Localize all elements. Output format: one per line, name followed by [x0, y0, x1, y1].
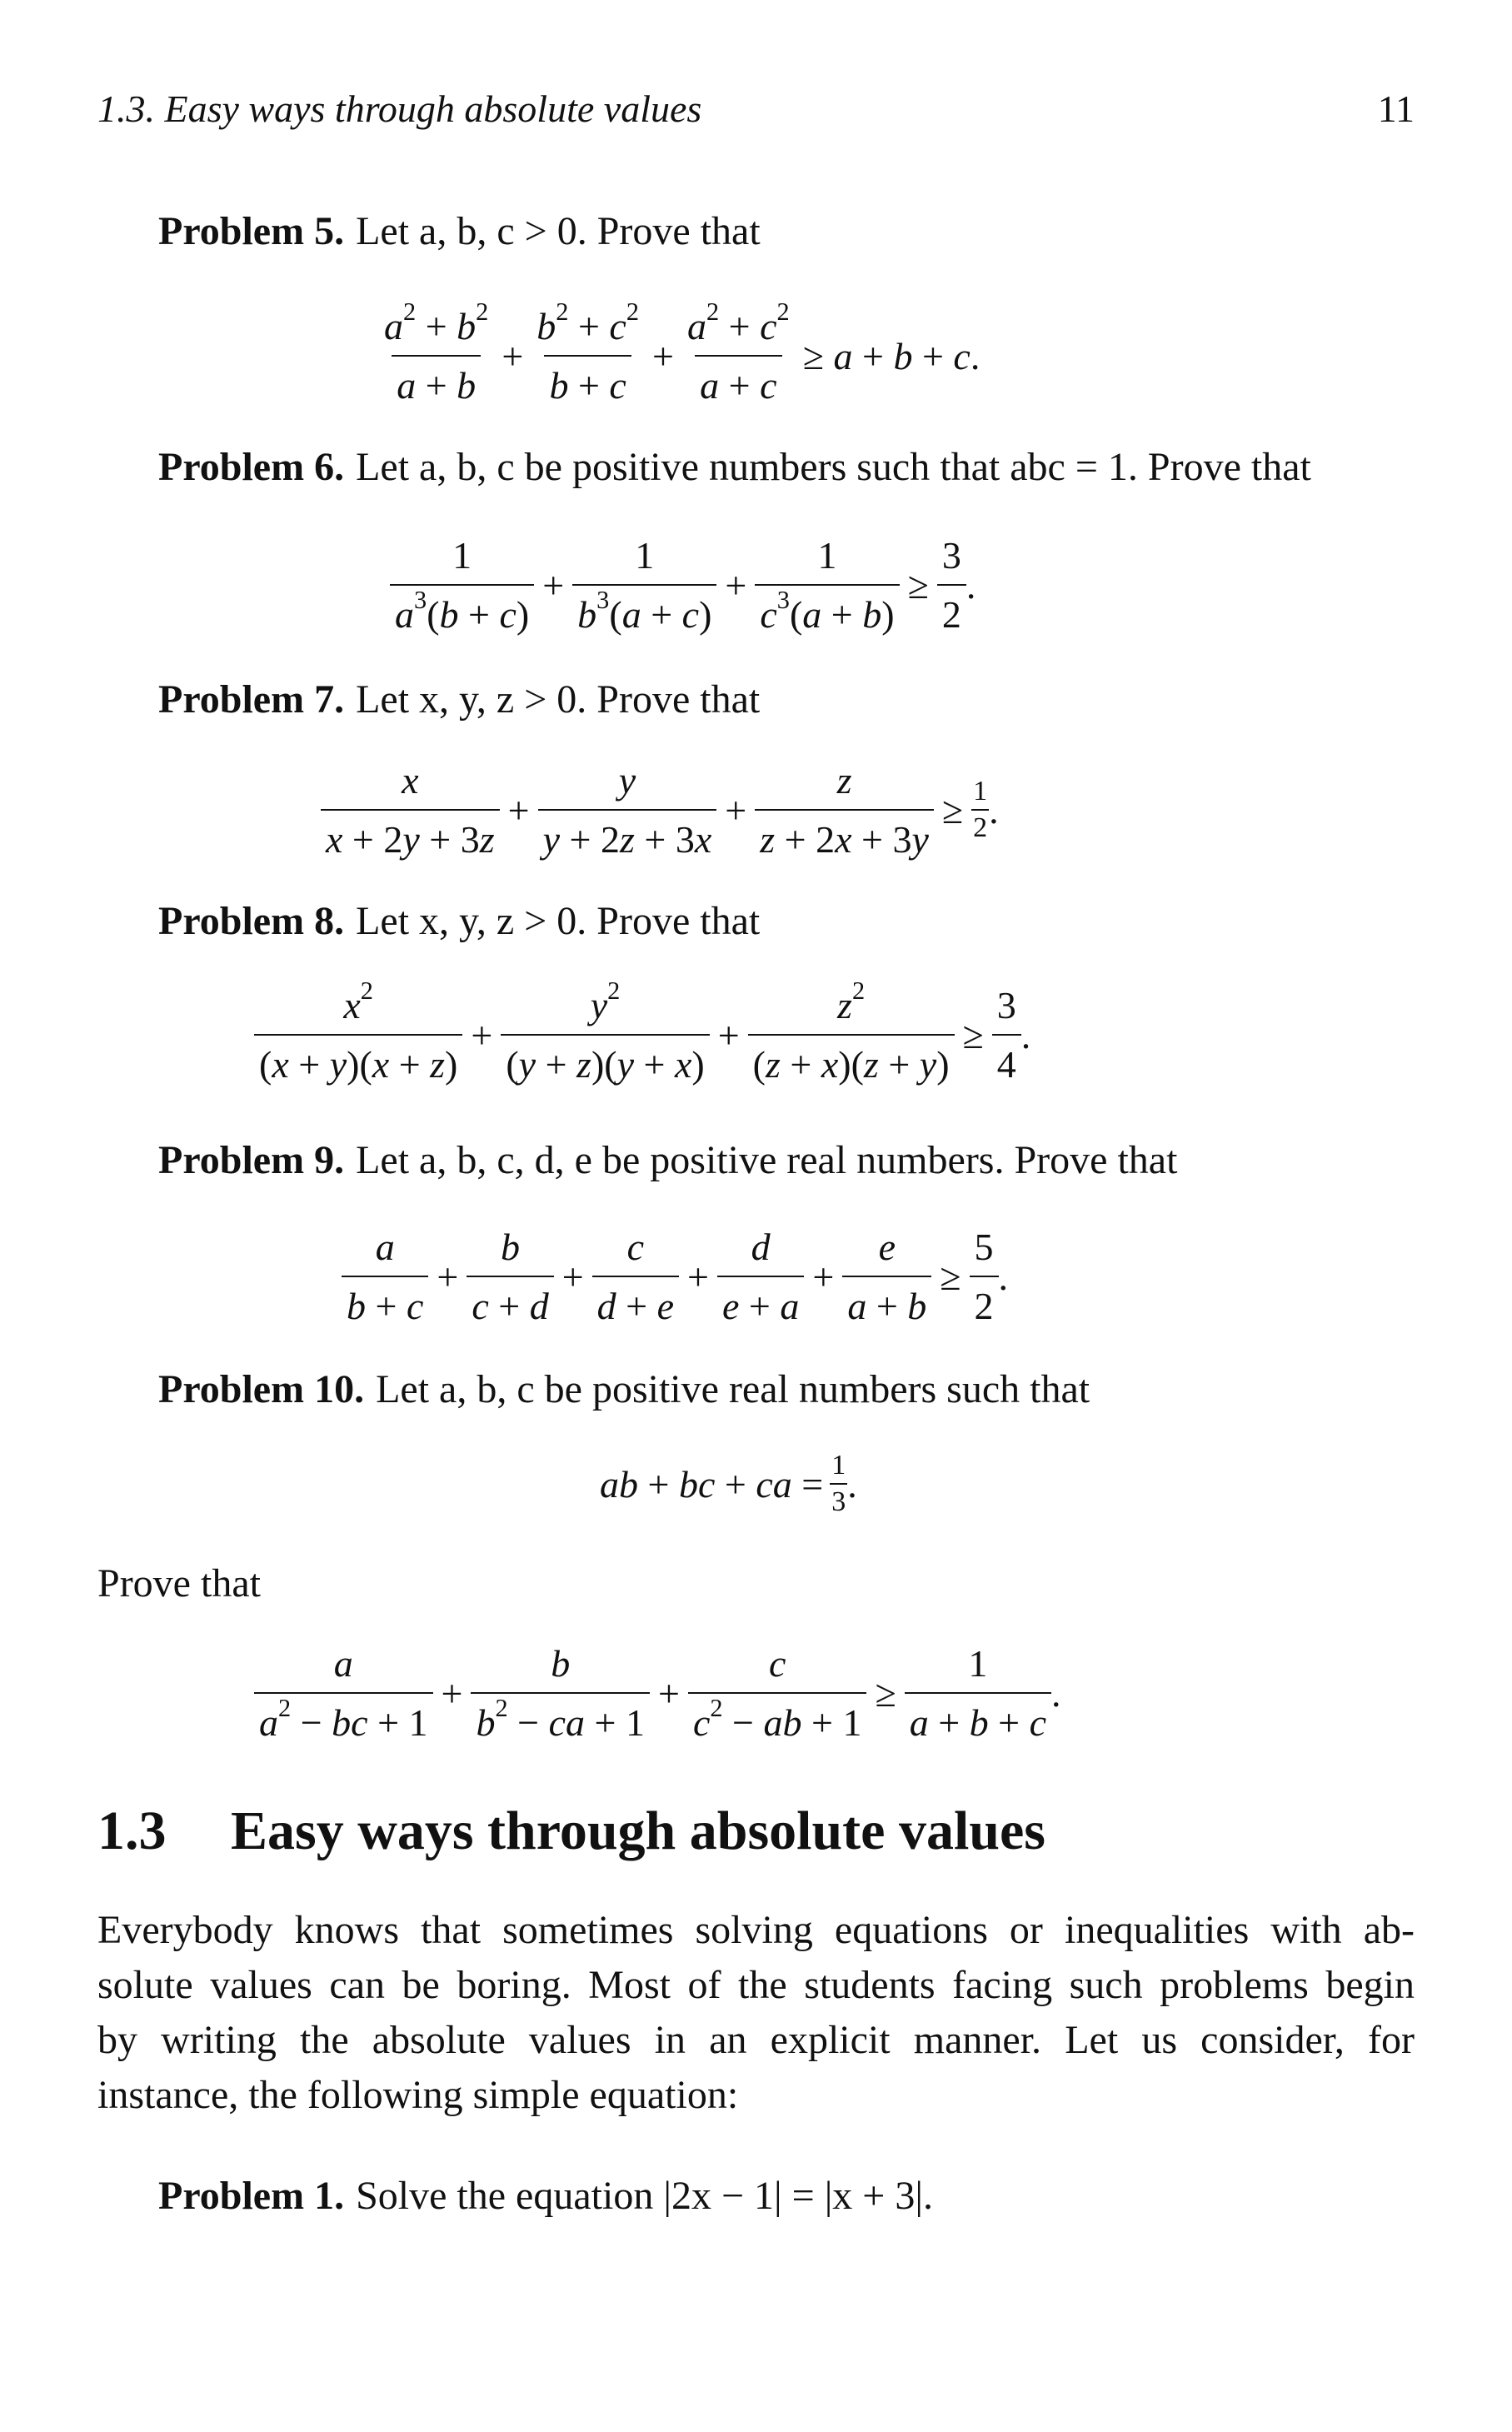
problem-7-intro	[158, 677, 760, 722]
problem-9-intro-text: Let a, b, c, d, e be positive real numbers. Prove that	[356, 1138, 1178, 1182]
paragraph-line: solute values can be boring. Most of the students facing such problems begin	[97, 1963, 1415, 2007]
problem-10-condition: ab + bc + ca = $\frac{1}{3}$ .	[600, 1450, 857, 1517]
intro-paragraph	[97, 1903, 1415, 2123]
running-header-title: 1.3. Easy ways through absolute values	[97, 87, 702, 130]
problem-1-label: Problem 1.	[158, 2174, 345, 2218]
problem-5-intro	[158, 208, 761, 254]
paragraph-line: by writing the absolute values in an explicit manner. Let us consider, for	[97, 2018, 1415, 2062]
problem-6-intro-text: Let a, b, c be positive numbers such that abc = 1. Prove that	[356, 445, 1311, 489]
problem-7-intro-text: Let x, y, z > 0. Prove that	[356, 677, 761, 722]
problem-10-intro	[158, 1366, 1090, 1412]
section-title: Easy ways through absolute values	[231, 1800, 1045, 1861]
problem-1	[158, 2173, 933, 2219]
section-number: 1.3	[97, 1800, 167, 1861]
problem-5-intro-text: Let a, b, c > 0. Prove that	[356, 209, 761, 253]
page-number: 11	[1377, 87, 1415, 130]
section-heading	[97, 1800, 1045, 1863]
problem-8-intro	[158, 898, 760, 944]
problem-5-inequality: $\frac{a^2 + b^2}{a + b}$ + $\frac{b^2 + c^2}{b + c}$ + $\frac{a^2 + c^2}{a + c}$ ≥ a + b + c.	[384, 297, 981, 407]
problem-9-intro	[158, 1137, 1177, 1183]
problem-10-prove-that: Prove that	[97, 1561, 261, 1606]
problem-7-inequality: $\frac{x}{x + 2y + 3z}$ + $\frac{y}{y + 2z + 3x}$ + $\frac{z}{z + 2x + 3y}$ ≥ $\frac{1}{2}$ .	[321, 758, 999, 861]
problem-6-inequality: $\frac{1}{a^3(b + c)}$ + $\frac{1}{b^3(a + c)}$ + $\frac{1}{c^3(a + b)}$ ≥ $\frac{3}{2}$ .	[390, 533, 976, 637]
paragraph-line: Everybody knows that sometimes solving equations or inequalities with ab-	[97, 1908, 1415, 1952]
problem-10-label: Problem 10.	[158, 1367, 365, 1411]
problem-9-inequality: $\frac{a}{b + c}$ + $\frac{b}{c + d}$ + $\frac{c}{d + e}$ + $\frac{d}{e + a}$ + $\frac{e}{a + b}$ ≥ $\frac{5}{2}$ .	[342, 1225, 1008, 1328]
problem-9-label: Problem 9.	[158, 1138, 345, 1182]
problem-1-text: Solve the equation |2x − 1| = |x + 3|.	[356, 2174, 933, 2218]
problem-5-label: Problem 5.	[158, 209, 345, 253]
running-header	[97, 87, 1415, 137]
problem-7-label: Problem 7.	[158, 677, 345, 722]
problem-8-label: Problem 8.	[158, 899, 345, 943]
paragraph-line: instance, the following simple equation:	[97, 2073, 739, 2117]
problem-6-label: Problem 6.	[158, 445, 345, 489]
problem-8-intro-text: Let x, y, z > 0. Prove that	[356, 899, 761, 943]
problem-10-intro-text: Let a, b, c be positive real numbers such that	[376, 1367, 1090, 1411]
problem-6-intro	[158, 444, 1311, 490]
problem-8-inequality: $\frac{x^2}{(x + y)(x + z)}$ + $\frac{y^2}{(y + z)(y + x)}$ + $\frac{z^2}{(z + x)(z + y)}$ ≥ $\frac{3}{4}$ .	[254, 983, 1030, 1086]
problem-10-inequality: $\frac{a}{a^2 - bc + 1}$ + $\frac{b}{b^2 - ca + 1}$ + $\frac{c}{c^2 - ab + 1}$ ≥ $\frac{1}{a + b + c}$ .	[254, 1641, 1061, 1745]
